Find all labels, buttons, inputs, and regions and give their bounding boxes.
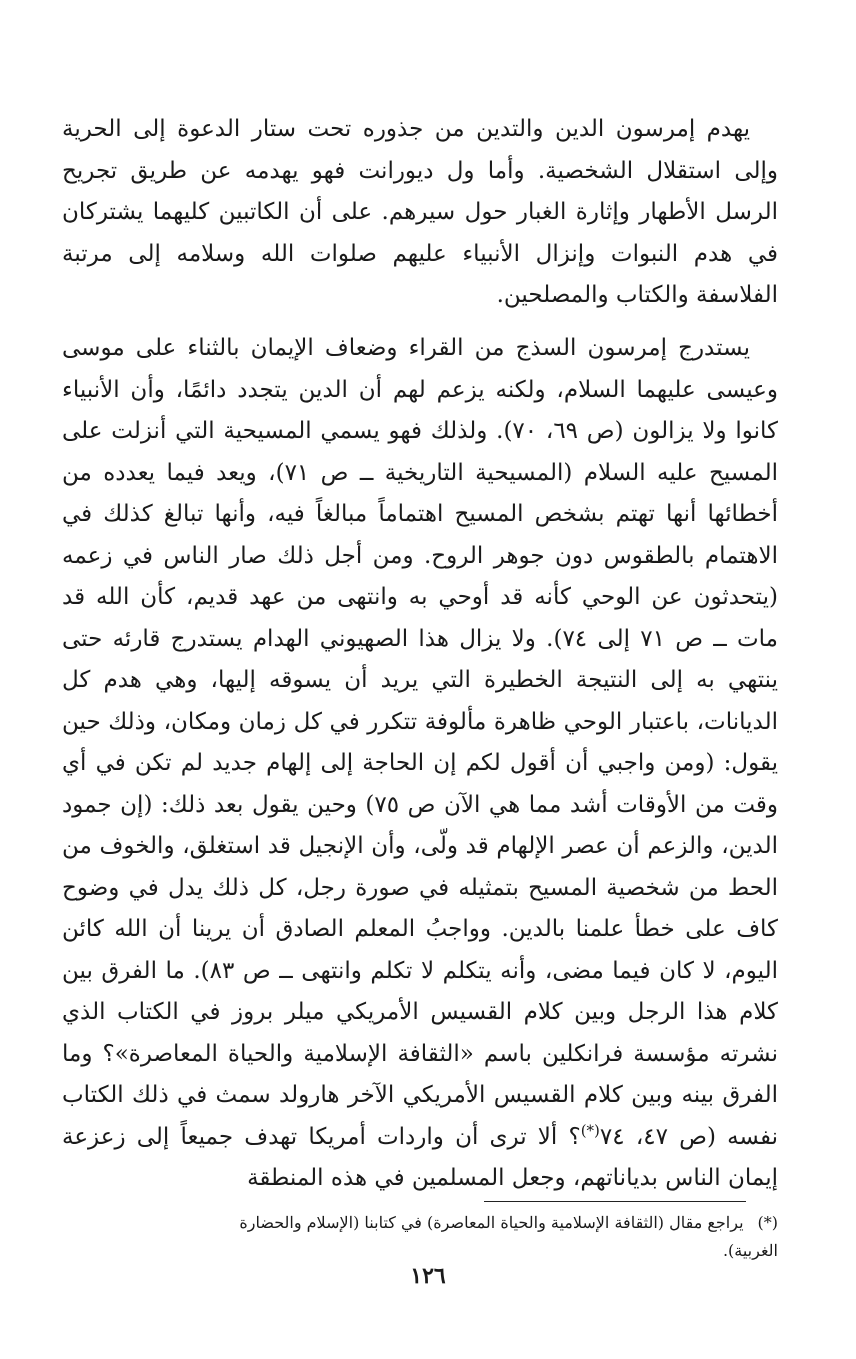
paragraph-1 — [62, 109, 778, 317]
footnote-text: يراجع مقال (الثقافة الإسلامية والحياة المعاصرة) في كتابنا (الإسلام والحضارة الغربية). — [239, 1213, 778, 1260]
footnote-reference-mark: (*) — [580, 1120, 600, 1139]
page-number: ١٢٦ — [410, 1263, 446, 1289]
footnote-marker: (*) — [757, 1213, 778, 1232]
paragraph-1-text: يهدم إمرسون الدين والتدين من جذوره تحت ستار الدعوة إلى الحرية وإلى استقلال الشخصية. وأما ول ديورانت فهو يهدمه عن طريق تجريح الرسل الأطهار وإثارة الغبار حول سيرهم. على أن الكاتبين كليهما يشتركان في هدم النبوات وإنزال الأنبياء عليهم صلوات الله وسلامه إلى مرتبة الفلاسفة والكتاب والمصلحين. — [62, 116, 778, 308]
paragraph-2-text: يستدرج إمرسون السذج من القراء وضعاف الإيمان بالثناء على موسى وعيسى عليهما السلام، ولكنه يزعم لهم أن الدين يتجدد دائمًا، وأن الأنبياء كانوا ولا يزالون (ص ٦٩، ٧٠). ولذلك فهو يسمي المسيحية التي أنزلت على المسيح عليه السلام (المسيحية التاريخية ــ ص ٧١)، ويعد فيما يعدده من أخطائها أنها تهتم بشخص المسيح اهتماماً مبالغاً فيه، وأنها تبالغ كذلك في الاهتمام بالطقوس دون جوهر الروح. ومن أجل ذلك صار الناس في زعمه (يتحدثون عن الوحي كأنه قد أوحي به وانتهى من عهد قديم، كأن الله قد مات ــ ص ٧١ إلى ٧٤). ولا يزال هذا الصهيوني الهدام يستدرج قارئه حتى ينتهي به إلى النتيجة الخطيرة التي يريد أن يسوقه إليها، وهي هدم كل الديانات، باعتبار الوحي ظاهرة مألوفة تتكرر في كل زمان ومكان، وذلك حين يقول: (ومن واجبي أن أقول لكم إن الحاجة إلى إلهام جديد لم تكن في أي وقت من الأوقات أشد مما هي الآن ص ٧٥) وحين يقول بعد ذلك: (إن جمود الدين، والزعم أن عصر الإلهام قد ولّى، وأن الإنجيل قد استغلق، والخوف من الحط من شخصية المسيح بتمثيله في صورة رجل، كل ذلك يدل في وضوح كاف على خطأ علمنا بالدين. وواجبُ المعلم الصادق أن يرينا أن الله كائن اليوم، لا كان فيما مضى، وأنه يتكلم لا تكلم وانتهى ــ ص ٨٣). ما الفرق بين كلام هذا الرجل وبين كلام القسيس الأمريكي ميلر بروز في الكتاب الذي نشرته مؤسسة فرانكلين باسم «الثقافة الإسلامية والحياة المعاصرة»؟ وما الفرق بينه وبين كلام القسيس الأمريكي الآخر هارولد سمث في ذلك الكتاب نفسه (ص ٤٧، ٧٤ — [62, 335, 779, 1150]
paragraph-2 — [62, 328, 778, 1200]
footnote — [200, 1209, 778, 1265]
paragraph-2-text-continued: ؟ ألا ترى أن واردات أمريكا تهدف جميعاً إلى زعزعة إيمان الناس بدياناتهم، وجعل المسلمين في هذه المنطقة — [62, 1123, 778, 1191]
footnote-separator — [484, 1201, 746, 1202]
